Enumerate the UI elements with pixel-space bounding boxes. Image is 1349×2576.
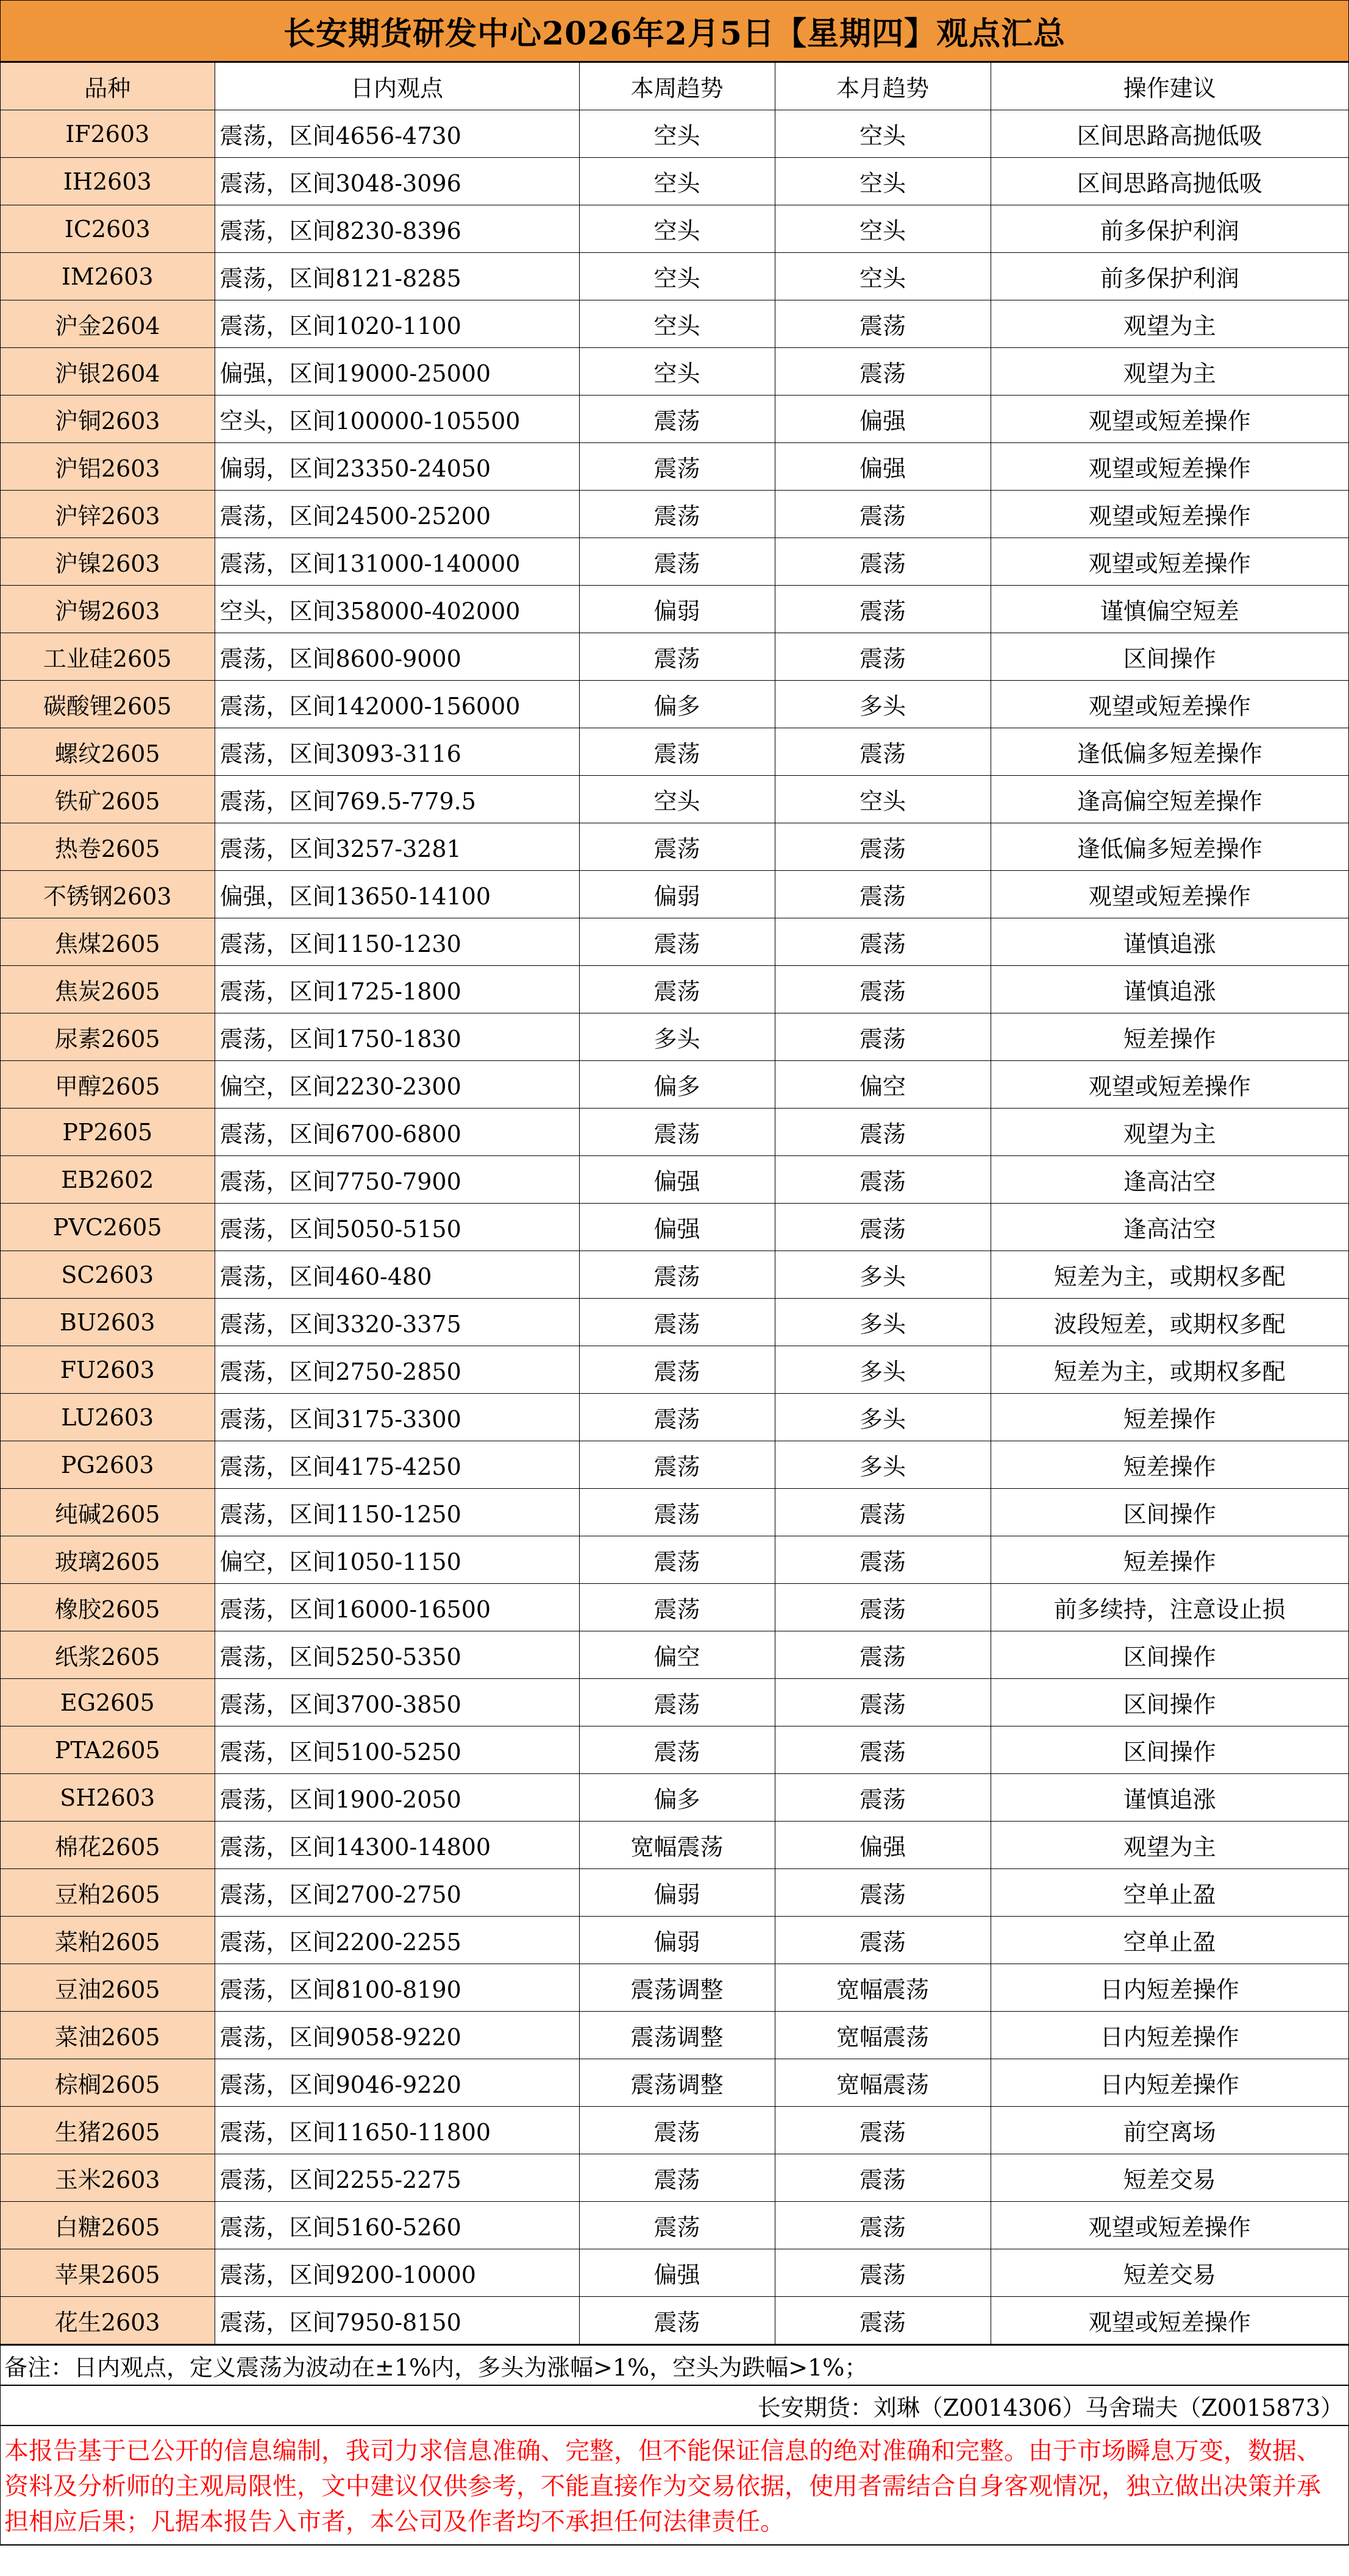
cell-weekly-trend: 空头	[579, 776, 775, 823]
cell-monthly-trend: 偏强	[775, 1822, 991, 1869]
cell-suggestion: 观望或短差操作	[991, 2202, 1348, 2249]
cell-suggestion: 观望为主	[991, 1109, 1348, 1156]
table-row	[1, 871, 1348, 918]
disclaimer: 本报告基于已公开的信息编制，我司力求信息准确、完整，但不能保证信息的绝对准确和完整。由于市场瞬息万变，数据、资料及分析师的主观局限性，文中建议仅供参考，不能直接作为交易依据，使用者需结合自身客观情况，独立做出决策并承担相应后果；凡据本报告入市者，本公司及作者均不承担任何法律责任。	[1, 2426, 1348, 2546]
cell-monthly-trend: 空头	[775, 776, 991, 823]
cell-suggestion: 观望或短差操作	[991, 396, 1348, 443]
cell-suggestion: 日内短差操作	[991, 2012, 1348, 2059]
cell-variety: 生猪2605	[1, 2107, 215, 2154]
cell-variety: 沪镍2603	[1, 538, 215, 586]
cell-variety: 甲醇2605	[1, 1061, 215, 1109]
cell-monthly-trend: 震荡	[775, 1631, 991, 1679]
table-row	[1, 1299, 1348, 1346]
table-row	[1, 2202, 1348, 2249]
table-row	[1, 1726, 1348, 1774]
cell-suggestion: 波段短差，或期权多配	[991, 1299, 1348, 1346]
cell-variety: 沪金2604	[1, 300, 215, 348]
cell-weekly-trend: 震荡	[579, 1489, 775, 1536]
cell-variety: 豆粕2605	[1, 1869, 215, 1917]
cell-variety: 沪铝2603	[1, 443, 215, 491]
cell-monthly-trend: 震荡	[775, 1774, 991, 1822]
cell-intraday-view: 震荡，区间16000-16500	[215, 1584, 579, 1631]
cell-variety: PTA2605	[1, 1726, 215, 1774]
cell-variety: 碳酸锂2605	[1, 681, 215, 728]
cell-weekly-trend: 偏多	[579, 681, 775, 728]
cell-monthly-trend: 震荡	[775, 728, 991, 776]
cell-suggestion: 谨慎追涨	[991, 918, 1348, 966]
cell-suggestion: 短差交易	[991, 2249, 1348, 2297]
cell-weekly-trend: 偏弱	[579, 1917, 775, 1964]
table-row	[1, 538, 1348, 586]
cell-monthly-trend: 震荡	[775, 2154, 991, 2202]
cell-variety: 沪银2604	[1, 348, 215, 396]
cell-variety: 螺纹2605	[1, 728, 215, 776]
cell-suggestion: 日内短差操作	[991, 2059, 1348, 2107]
cell-variety: PVC2605	[1, 1204, 215, 1251]
table-row	[1, 776, 1348, 823]
cell-intraday-view: 震荡，区间1020-1100	[215, 300, 579, 348]
table-row	[1, 633, 1348, 681]
cell-weekly-trend: 震荡	[579, 2297, 775, 2344]
cell-monthly-trend: 震荡	[775, 2107, 991, 2154]
table-row	[1, 1869, 1348, 1917]
table-row	[1, 348, 1348, 396]
cell-monthly-trend: 震荡	[775, 1679, 991, 1726]
table-row	[1, 2249, 1348, 2297]
cell-suggestion: 逢高偏空短差操作	[991, 776, 1348, 823]
cell-weekly-trend: 震荡调整	[579, 2012, 775, 2059]
table-row	[1, 1584, 1348, 1631]
cell-monthly-trend: 空头	[775, 158, 991, 205]
cell-weekly-trend: 震荡	[579, 443, 775, 491]
cell-monthly-trend: 震荡	[775, 1109, 991, 1156]
cell-monthly-trend: 震荡	[775, 300, 991, 348]
cell-intraday-view: 震荡，区间769.5-779.5	[215, 776, 579, 823]
table-body	[1, 110, 1348, 2344]
table-row	[1, 2297, 1348, 2344]
cell-intraday-view: 震荡，区间4656-4730	[215, 110, 579, 158]
cell-variety: PG2603	[1, 1441, 215, 1489]
cell-variety: 豆油2605	[1, 1964, 215, 2012]
cell-monthly-trend: 多头	[775, 1299, 991, 1346]
cell-monthly-trend: 偏空	[775, 1061, 991, 1109]
cell-variety: 纸浆2605	[1, 1631, 215, 1679]
cell-variety: IF2603	[1, 110, 215, 158]
cell-intraday-view: 震荡，区间3320-3375	[215, 1299, 579, 1346]
cell-monthly-trend: 多头	[775, 1394, 991, 1441]
cell-weekly-trend: 震荡	[579, 1299, 775, 1346]
table-row	[1, 1346, 1348, 1394]
table-row	[1, 1109, 1348, 1156]
cell-weekly-trend: 震荡	[579, 1346, 775, 1394]
cell-intraday-view: 震荡，区间7750-7900	[215, 1156, 579, 1204]
cell-monthly-trend: 多头	[775, 1441, 991, 1489]
cell-weekly-trend: 震荡	[579, 1536, 775, 1584]
cell-weekly-trend: 震荡	[579, 1726, 775, 1774]
cell-suggestion: 日内短差操作	[991, 1964, 1348, 2012]
cell-weekly-trend: 震荡	[579, 396, 775, 443]
table-row	[1, 1441, 1348, 1489]
cell-intraday-view: 震荡，区间8121-8285	[215, 253, 579, 300]
cell-weekly-trend: 偏强	[579, 1204, 775, 1251]
cell-monthly-trend: 震荡	[775, 1204, 991, 1251]
cell-monthly-trend: 宽幅震荡	[775, 1964, 991, 2012]
cell-intraday-view: 震荡，区间1750-1830	[215, 1013, 579, 1061]
cell-suggestion: 短差操作	[991, 1441, 1348, 1489]
cell-suggestion: 逢高沽空	[991, 1156, 1348, 1204]
cell-weekly-trend: 震荡	[579, 1251, 775, 1299]
cell-intraday-view: 震荡，区间3257-3281	[215, 823, 579, 871]
cell-variety: 不锈钢2603	[1, 871, 215, 918]
cell-weekly-trend: 震荡	[579, 491, 775, 538]
table-row	[1, 918, 1348, 966]
cell-variety: FU2603	[1, 1346, 215, 1394]
cell-monthly-trend: 震荡	[775, 966, 991, 1013]
table-row	[1, 1631, 1348, 1679]
cell-intraday-view: 震荡，区间9046-9220	[215, 2059, 579, 2107]
cell-monthly-trend: 震荡	[775, 633, 991, 681]
cell-monthly-trend: 震荡	[775, 823, 991, 871]
authors: 长安期货：刘琳（Z0014306）马舍瑞夫（Z0015873）	[1, 2386, 1348, 2426]
cell-weekly-trend: 震荡调整	[579, 1964, 775, 2012]
cell-suggestion: 前多保护利润	[991, 253, 1348, 300]
header-weekly-trend: 本周趋势	[579, 63, 775, 110]
cell-variety: EG2605	[1, 1679, 215, 1726]
cell-weekly-trend: 震荡	[579, 823, 775, 871]
cell-suggestion: 短差操作	[991, 1394, 1348, 1441]
cell-intraday-view: 震荡，区间2750-2850	[215, 1346, 579, 1394]
cell-intraday-view: 偏强，区间13650-14100	[215, 871, 579, 918]
cell-suggestion: 短差交易	[991, 2154, 1348, 2202]
table-row	[1, 396, 1348, 443]
cell-suggestion: 观望为主	[991, 1822, 1348, 1869]
cell-suggestion: 观望为主	[991, 300, 1348, 348]
table-row	[1, 2107, 1348, 2154]
cell-monthly-trend: 震荡	[775, 1013, 991, 1061]
cell-intraday-view: 震荡，区间5050-5150	[215, 1204, 579, 1251]
cell-intraday-view: 震荡，区间3700-3850	[215, 1679, 579, 1726]
cell-suggestion: 逢低偏多短差操作	[991, 728, 1348, 776]
table-row	[1, 205, 1348, 253]
cell-weekly-trend: 震荡	[579, 538, 775, 586]
cell-suggestion: 短差为主，或期权多配	[991, 1346, 1348, 1394]
cell-weekly-trend: 空头	[579, 110, 775, 158]
cell-monthly-trend: 震荡	[775, 1584, 991, 1631]
cell-monthly-trend: 偏强	[775, 396, 991, 443]
cell-intraday-view: 震荡，区间1150-1250	[215, 1489, 579, 1536]
cell-monthly-trend: 偏强	[775, 443, 991, 491]
table-row	[1, 1964, 1348, 2012]
cell-monthly-trend: 震荡	[775, 1489, 991, 1536]
table-row	[1, 1536, 1348, 1584]
table-row	[1, 491, 1348, 538]
cell-monthly-trend: 宽幅震荡	[775, 2059, 991, 2107]
cell-variety: BU2603	[1, 1299, 215, 1346]
cell-intraday-view: 震荡，区间9200-10000	[215, 2249, 579, 2297]
cell-suggestion: 谨慎偏空短差	[991, 586, 1348, 633]
cell-variety: 沪铜2603	[1, 396, 215, 443]
cell-monthly-trend: 震荡	[775, 1726, 991, 1774]
cell-suggestion: 短差操作	[991, 1013, 1348, 1061]
cell-intraday-view: 空头，区间358000-402000	[215, 586, 579, 633]
cell-weekly-trend: 震荡	[579, 1441, 775, 1489]
cell-weekly-trend: 震荡调整	[579, 2059, 775, 2107]
cell-intraday-view: 震荡，区间14300-14800	[215, 1822, 579, 1869]
cell-intraday-view: 震荡，区间1725-1800	[215, 966, 579, 1013]
cell-intraday-view: 震荡，区间8230-8396	[215, 205, 579, 253]
cell-monthly-trend: 震荡	[775, 491, 991, 538]
header-suggestion: 操作建议	[991, 63, 1348, 110]
cell-weekly-trend: 偏弱	[579, 1869, 775, 1917]
cell-weekly-trend: 震荡	[579, 2154, 775, 2202]
cell-suggestion: 观望或短差操作	[991, 2297, 1348, 2344]
cell-weekly-trend: 震荡	[579, 1679, 775, 1726]
header-row	[1, 63, 1348, 110]
cell-monthly-trend: 多头	[775, 1251, 991, 1299]
cell-variety: 焦煤2605	[1, 918, 215, 966]
cell-intraday-view: 震荡，区间2700-2750	[215, 1869, 579, 1917]
header-monthly-trend: 本月趋势	[775, 63, 991, 110]
cell-suggestion: 区间操作	[991, 1726, 1348, 1774]
cell-suggestion: 空单止盈	[991, 1869, 1348, 1917]
cell-weekly-trend: 震荡	[579, 966, 775, 1013]
table-row	[1, 1394, 1348, 1441]
cell-monthly-trend: 震荡	[775, 538, 991, 586]
cell-variety: 热卷2605	[1, 823, 215, 871]
cell-variety: 玻璃2605	[1, 1536, 215, 1584]
cell-intraday-view: 震荡，区间5100-5250	[215, 1726, 579, 1774]
cell-intraday-view: 震荡，区间5250-5350	[215, 1631, 579, 1679]
cell-intraday-view: 震荡，区间7950-8150	[215, 2297, 579, 2344]
cell-intraday-view: 震荡，区间2255-2275	[215, 2154, 579, 2202]
table-row	[1, 1156, 1348, 1204]
cell-suggestion: 前多保护利润	[991, 205, 1348, 253]
cell-monthly-trend: 震荡	[775, 2202, 991, 2249]
cell-variety: LU2603	[1, 1394, 215, 1441]
cell-intraday-view: 震荡，区间460-480	[215, 1251, 579, 1299]
cell-suggestion: 逢低偏多短差操作	[991, 823, 1348, 871]
report-title: 长安期货研发中心2026年2月5日【星期四】观点汇总	[1, 1, 1348, 62]
cell-monthly-trend: 震荡	[775, 586, 991, 633]
table-row	[1, 1251, 1348, 1299]
cell-intraday-view: 震荡，区间24500-25200	[215, 491, 579, 538]
views-table	[1, 62, 1348, 2344]
cell-intraday-view: 震荡，区间1900-2050	[215, 1774, 579, 1822]
cell-monthly-trend: 震荡	[775, 1869, 991, 1917]
cell-intraday-view: 震荡，区间142000-156000	[215, 681, 579, 728]
cell-intraday-view: 空头，区间100000-105500	[215, 396, 579, 443]
cell-monthly-trend: 震荡	[775, 1917, 991, 1964]
cell-variety: 菜油2605	[1, 2012, 215, 2059]
table-row	[1, 158, 1348, 205]
cell-variety: 花生2603	[1, 2297, 215, 2344]
cell-monthly-trend: 震荡	[775, 2249, 991, 2297]
cell-monthly-trend: 震荡	[775, 871, 991, 918]
cell-weekly-trend: 偏强	[579, 1156, 775, 1204]
cell-variety: EB2602	[1, 1156, 215, 1204]
cell-intraday-view: 震荡，区间3048-3096	[215, 158, 579, 205]
table-row	[1, 2059, 1348, 2107]
cell-monthly-trend: 震荡	[775, 1536, 991, 1584]
cell-suggestion: 短差操作	[991, 1536, 1348, 1584]
cell-variety: 白糖2605	[1, 2202, 215, 2249]
cell-variety: 尿素2605	[1, 1013, 215, 1061]
cell-variety: 棉花2605	[1, 1822, 215, 1869]
cell-weekly-trend: 震荡	[579, 1394, 775, 1441]
cell-suggestion: 观望或短差操作	[991, 443, 1348, 491]
table-row	[1, 1774, 1348, 1822]
cell-weekly-trend: 多头	[579, 1013, 775, 1061]
cell-variety: 沪锌2603	[1, 491, 215, 538]
cell-suggestion: 短差为主，或期权多配	[991, 1251, 1348, 1299]
cell-suggestion: 区间操作	[991, 1489, 1348, 1536]
table-row	[1, 2012, 1348, 2059]
table-row	[1, 1822, 1348, 1869]
table-row	[1, 681, 1348, 728]
cell-monthly-trend: 震荡	[775, 348, 991, 396]
cell-variety: 沪锡2603	[1, 586, 215, 633]
cell-variety: 铁矿2605	[1, 776, 215, 823]
cell-suggestion: 区间操作	[991, 1679, 1348, 1726]
table-row	[1, 586, 1348, 633]
cell-variety: 工业硅2605	[1, 633, 215, 681]
cell-monthly-trend: 空头	[775, 110, 991, 158]
cell-intraday-view: 偏空，区间2230-2300	[215, 1061, 579, 1109]
table-row	[1, 253, 1348, 300]
cell-intraday-view: 震荡，区间4175-4250	[215, 1441, 579, 1489]
cell-weekly-trend: 偏强	[579, 2249, 775, 2297]
cell-weekly-trend: 震荡	[579, 633, 775, 681]
cell-suggestion: 观望或短差操作	[991, 871, 1348, 918]
cell-monthly-trend: 宽幅震荡	[775, 2012, 991, 2059]
cell-variety: 菜粕2605	[1, 1917, 215, 1964]
table-row	[1, 1013, 1348, 1061]
table-row	[1, 1679, 1348, 1726]
table-row	[1, 728, 1348, 776]
cell-variety: IC2603	[1, 205, 215, 253]
cell-variety: PP2605	[1, 1109, 215, 1156]
cell-weekly-trend: 宽幅震荡	[579, 1822, 775, 1869]
table-row	[1, 1061, 1348, 1109]
cell-weekly-trend: 震荡	[579, 2202, 775, 2249]
cell-intraday-view: 震荡，区间3093-3116	[215, 728, 579, 776]
cell-weekly-trend: 偏多	[579, 1061, 775, 1109]
cell-monthly-trend: 多头	[775, 1346, 991, 1394]
cell-weekly-trend: 空头	[579, 158, 775, 205]
cell-monthly-trend: 多头	[775, 681, 991, 728]
table-row	[1, 823, 1348, 871]
cell-monthly-trend: 空头	[775, 253, 991, 300]
cell-intraday-view: 震荡，区间131000-140000	[215, 538, 579, 586]
cell-variety: 橡胶2605	[1, 1584, 215, 1631]
cell-weekly-trend: 空头	[579, 205, 775, 253]
cell-intraday-view: 偏强，区间19000-25000	[215, 348, 579, 396]
table-row	[1, 2154, 1348, 2202]
cell-intraday-view: 震荡，区间5160-5260	[215, 2202, 579, 2249]
cell-weekly-trend: 空头	[579, 300, 775, 348]
cell-suggestion: 谨慎追涨	[991, 1774, 1348, 1822]
cell-suggestion: 观望或短差操作	[991, 681, 1348, 728]
cell-suggestion: 观望或短差操作	[991, 491, 1348, 538]
cell-weekly-trend: 偏空	[579, 1631, 775, 1679]
cell-variety: IM2603	[1, 253, 215, 300]
cell-intraday-view: 震荡，区间6700-6800	[215, 1109, 579, 1156]
cell-suggestion: 前多续持，注意设止损	[991, 1584, 1348, 1631]
cell-variety: 棕榈2605	[1, 2059, 215, 2107]
cell-variety: 焦炭2605	[1, 966, 215, 1013]
cell-suggestion: 区间思路高抛低吸	[991, 110, 1348, 158]
header-intraday-view: 日内观点	[215, 63, 579, 110]
cell-suggestion: 观望或短差操作	[991, 1061, 1348, 1109]
cell-monthly-trend: 震荡	[775, 1156, 991, 1204]
cell-intraday-view: 震荡，区间8100-8190	[215, 1964, 579, 2012]
cell-intraday-view: 偏空，区间1050-1150	[215, 1536, 579, 1584]
cell-suggestion: 区间思路高抛低吸	[991, 158, 1348, 205]
cell-intraday-view: 震荡，区间2200-2255	[215, 1917, 579, 1964]
cell-suggestion: 区间操作	[991, 1631, 1348, 1679]
cell-suggestion: 前空离场	[991, 2107, 1348, 2154]
cell-variety: 玉米2603	[1, 2154, 215, 2202]
cell-intraday-view: 震荡，区间1150-1230	[215, 918, 579, 966]
cell-suggestion: 逢高沽空	[991, 1204, 1348, 1251]
cell-suggestion: 观望为主	[991, 348, 1348, 396]
cell-weekly-trend: 空头	[579, 253, 775, 300]
cell-weekly-trend: 震荡	[579, 1109, 775, 1156]
cell-weekly-trend: 震荡	[579, 2107, 775, 2154]
cell-variety: 纯碱2605	[1, 1489, 215, 1536]
cell-suggestion: 区间操作	[991, 633, 1348, 681]
cell-monthly-trend: 空头	[775, 205, 991, 253]
cell-suggestion: 空单止盈	[991, 1917, 1348, 1964]
table-row	[1, 1489, 1348, 1536]
cell-variety: SH2603	[1, 1774, 215, 1822]
cell-weekly-trend: 偏多	[579, 1774, 775, 1822]
cell-suggestion: 观望或短差操作	[991, 538, 1348, 586]
cell-monthly-trend: 震荡	[775, 2297, 991, 2344]
cell-intraday-view: 震荡，区间8600-9000	[215, 633, 579, 681]
cell-variety: IH2603	[1, 158, 215, 205]
table-row	[1, 1917, 1348, 1964]
cell-intraday-view: 震荡，区间11650-11800	[215, 2107, 579, 2154]
table-row	[1, 1204, 1348, 1251]
table-row	[1, 110, 1348, 158]
header-variety: 品种	[1, 63, 215, 110]
cell-monthly-trend: 震荡	[775, 918, 991, 966]
cell-intraday-view: 震荡，区间3175-3300	[215, 1394, 579, 1441]
cell-weekly-trend: 震荡	[579, 1584, 775, 1631]
note: 备注：日内观点，定义震荡为波动在±1%内，多头为涨幅>1%，空头为跌幅>1%；	[1, 2344, 1348, 2386]
cell-weekly-trend: 偏弱	[579, 871, 775, 918]
cell-weekly-trend: 震荡	[579, 728, 775, 776]
cell-suggestion: 谨慎追涨	[991, 966, 1348, 1013]
cell-weekly-trend: 震荡	[579, 918, 775, 966]
table-row	[1, 300, 1348, 348]
table-row	[1, 443, 1348, 491]
cell-variety: 苹果2605	[1, 2249, 215, 2297]
cell-intraday-view: 偏弱，区间23350-24050	[215, 443, 579, 491]
cell-weekly-trend: 偏弱	[579, 586, 775, 633]
cell-intraday-view: 震荡，区间9058-9220	[215, 2012, 579, 2059]
table-row	[1, 966, 1348, 1013]
cell-variety: SC2603	[1, 1251, 215, 1299]
cell-weekly-trend: 空头	[579, 348, 775, 396]
